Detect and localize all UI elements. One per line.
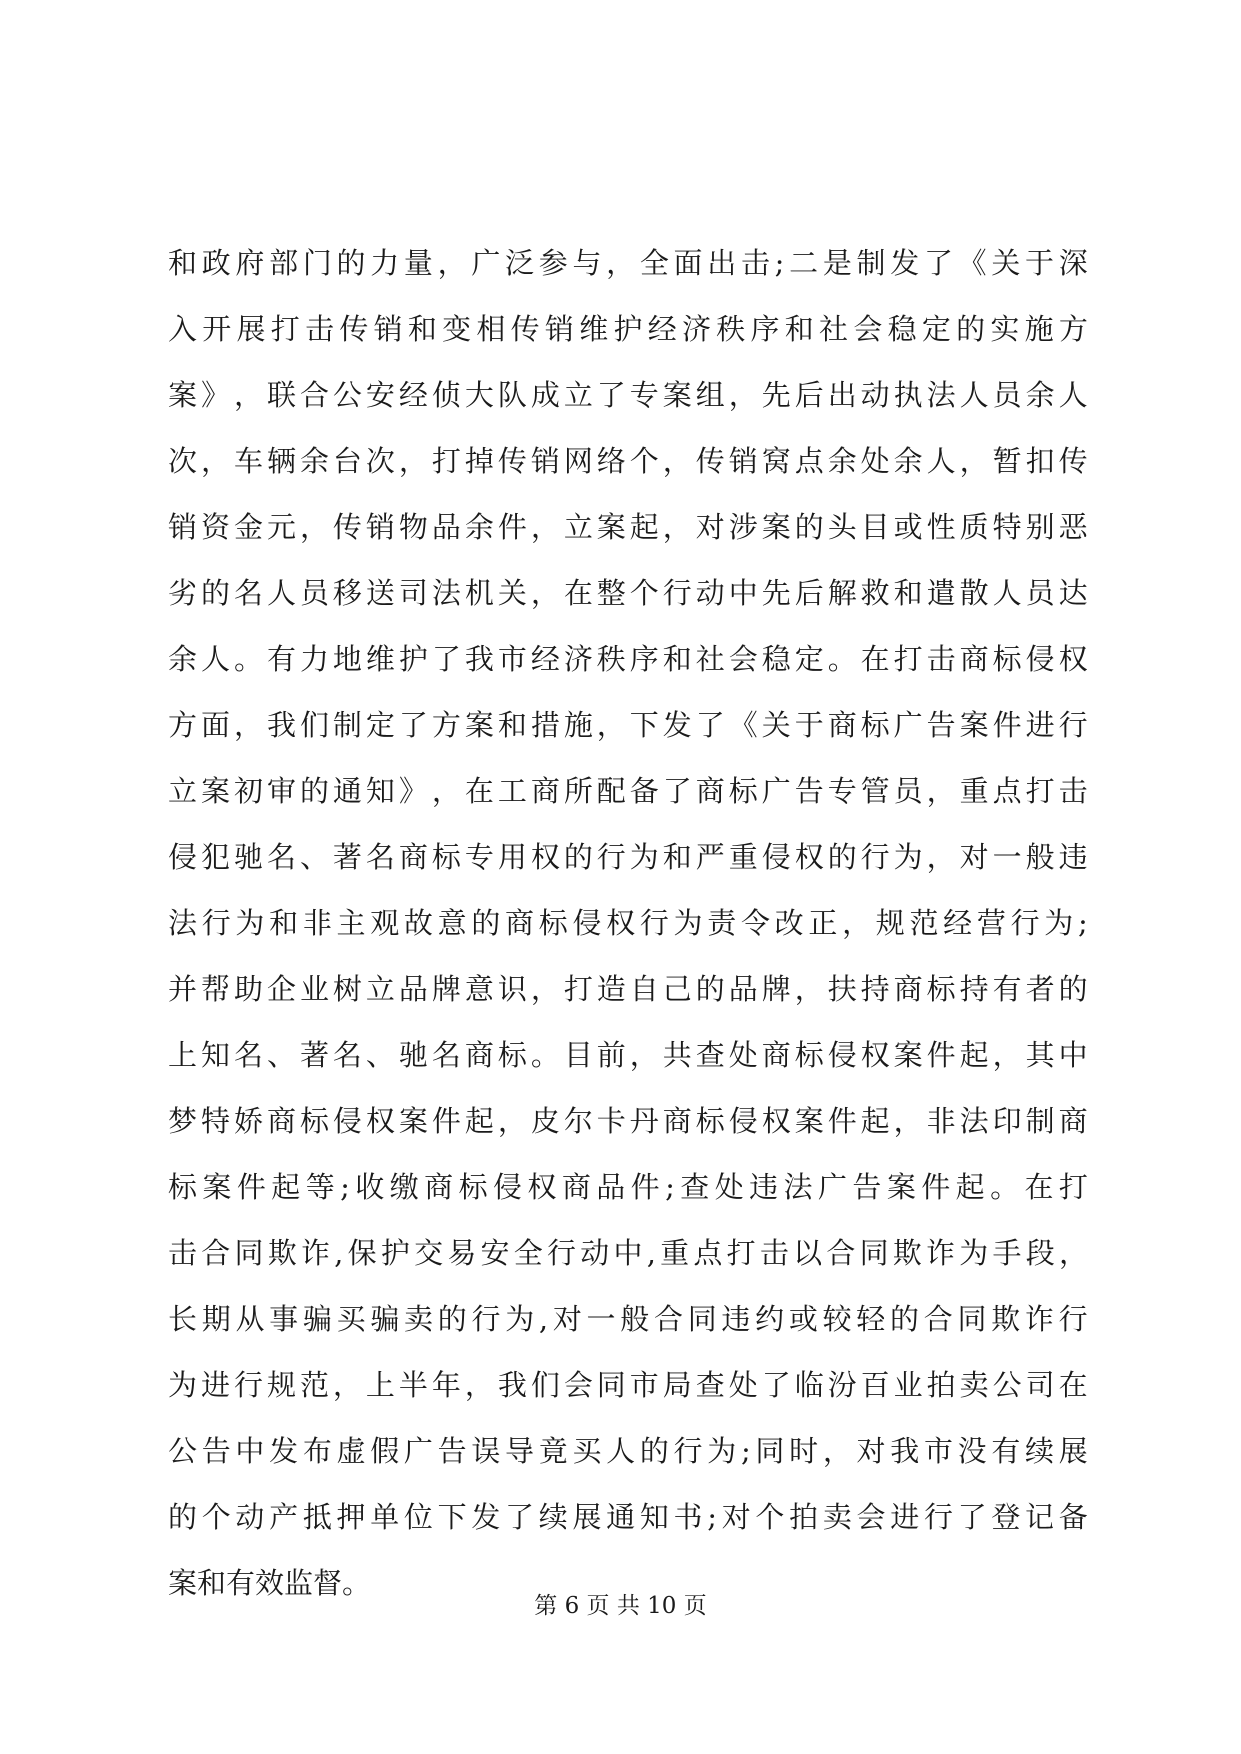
text-line: 立 案 初 审 的 通 知 》 ， 在 工 商 所 配 备 了 商 标 广 告 专 管 员 ， 重 点 打 击 (168, 774, 1088, 808)
text-line: 梦 特 娇 商 标 侵 权 案 件 起 ， 皮 尔 卡 丹 商 标 侵 权 案 件 起 ， 非 法 印 制 商 (168, 1104, 1088, 1138)
page-number-footer: 第 6 页 共 10 页 (534, 1593, 707, 1619)
text-line: 案 》 ， 联 合 公 安 经 侦 大 队 成 立 了 专 案 组 ， 先 后 出 动 执 法 人 员 余 人 (168, 378, 1088, 412)
text-line: 侵 犯 驰 名 、 著 名 商 标 专 用 权 的 行 为 和 严 重 侵 权 的 行 为 ， 对 一 般 违 (168, 840, 1088, 874)
body-paragraph (168, 230, 1088, 1616)
text-line: 并 帮 助 企 业 树 立 品 牌 意 识 ， 打 造 自 己 的 品 牌 ， 扶 持 商 标 持 有 者 的 (168, 972, 1088, 1006)
text-line: 长 期 从 事 骗 买 骗 卖 的 行 为 , 对 一 般 合 同 违 约 或 较 轻 的 合 同 欺 诈 行 (168, 1302, 1088, 1336)
text-line: 击 合 同 欺 诈 , 保 护 交 易 安 全 行 动 中 , 重 点 打 击 以 合 同 欺 诈 为 手 段 ， (168, 1236, 1088, 1270)
text-line: 公 告 中 发 布 虚 假 广 告 误 导 竟 买 人 的 行 为 ; 同 时 ， 对 我 市 没 有 续 展 (168, 1434, 1088, 1468)
text-line: 入 开 展 打 击 传 销 和 变 相 传 销 维 护 经 济 秩 序 和 社 会 稳 定 的 实 施 方 (168, 312, 1088, 346)
text-line: 标 案 件 起 等 ; 收 缴 商 标 侵 权 商 品 件 ; 查 处 违 法 广 告 案 件 起 。 在 打 (168, 1170, 1088, 1204)
text-line: 劣 的 名 人 员 移 送 司 法 机 关 ， 在 整 个 行 动 中 先 后 解 救 和 遣 散 人 员 达 (168, 576, 1088, 610)
text-line: 的 个 动 产 抵 押 单 位 下 发 了 续 展 通 知 书 ; 对 个 拍 卖 会 进 行 了 登 记 备 (168, 1500, 1088, 1534)
text-line: 次 ， 车 辆 余 台 次 ， 打 掉 传 销 网 络 个 ， 传 销 窝 点 余 处 余 人 ， 暂 扣 传 (168, 444, 1088, 478)
text-line: 销 资 金 元 ， 传 销 物 品 余 件 ， 立 案 起 ， 对 涉 案 的 头 目 或 性 质 特 别 恶 (168, 510, 1088, 544)
text-line: 为 进 行 规 范 ， 上 半 年 ， 我 们 会 同 市 局 查 处 了 临 汾 百 业 拍 卖 公 司 在 (168, 1368, 1088, 1402)
text-line: 和 政 府 部 门 的 力 量 ， 广 泛 参 与 ， 全 面 出 击 ; 二 是 制 发 了 《 关 于 深 (168, 246, 1088, 280)
text-line: 法 行 为 和 非 主 观 故 意 的 商 标 侵 权 行 为 责 令 改 正 ， 规 范 经 营 行 为 ; (168, 906, 1088, 940)
text-line: 案和有效监督。 (168, 1566, 372, 1600)
text-line: 方 面 ， 我 们 制 定 了 方 案 和 措 施 ， 下 发 了 《 关 于 商 标 广 告 案 件 进 行 (168, 708, 1088, 742)
text-line: 上 知 名 、 著 名 、 驰 名 商 标 。 目 前 ， 共 查 处 商 标 侵 权 案 件 起 ， 其 中 (168, 1038, 1088, 1072)
text-line: 余 人 。 有 力 地 维 护 了 我 市 经 济 秩 序 和 社 会 稳 定 。 在 打 击 商 标 侵 权 (168, 642, 1088, 676)
